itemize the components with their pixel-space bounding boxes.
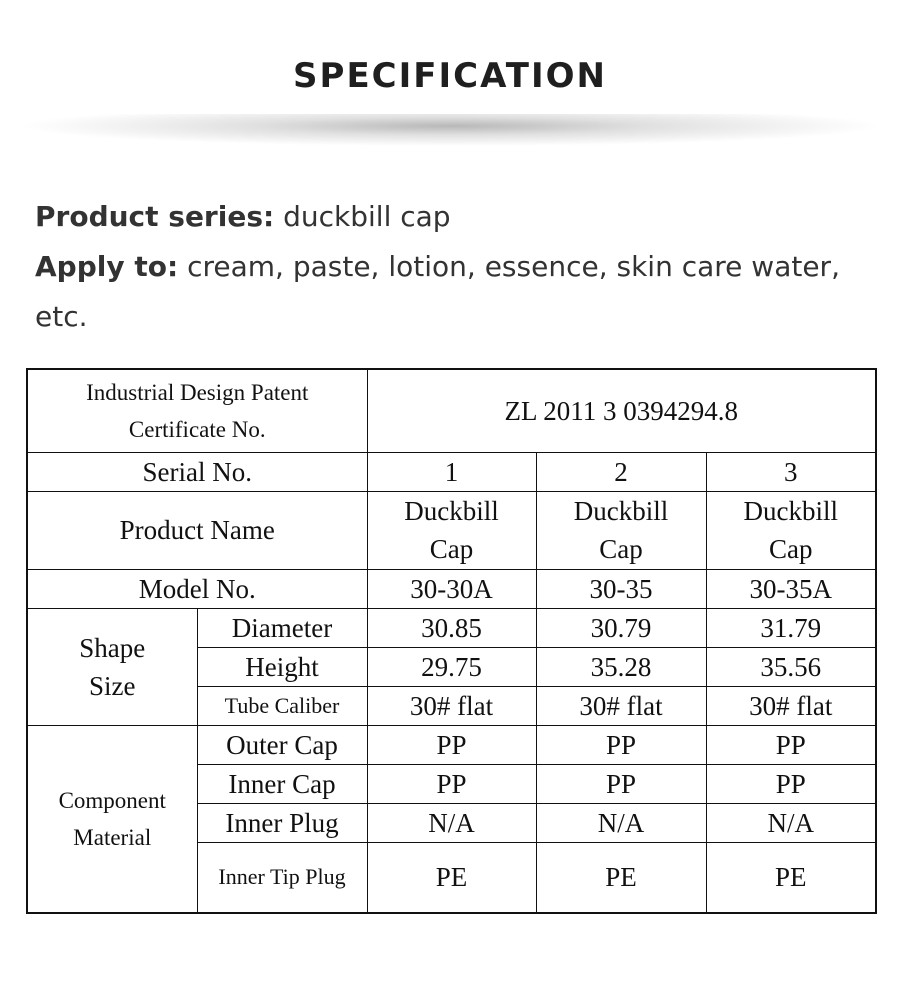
outer-cap-label-cell: Outer Cap	[197, 725, 367, 764]
product-name-label-cell: Product Name	[27, 491, 367, 569]
serial-cell: 1	[367, 452, 536, 491]
patent-label-cell: Industrial Design Patent Certificate No.	[27, 369, 367, 452]
product-intro	[35, 192, 880, 342]
component-material-label-cell: Component Material	[27, 725, 197, 913]
patent-value-cell: ZL 2011 3 0394294.8	[367, 369, 876, 452]
inner-cap-cell: PP	[367, 764, 536, 803]
diameter-cell: 30.79	[536, 608, 706, 647]
tube-caliber-label-cell: Tube Caliber	[197, 686, 367, 725]
apply-to-label: Apply to:	[35, 250, 179, 283]
inner-tip-plug-cell: PE	[536, 842, 706, 913]
product-name-cell: Duckbill Cap	[536, 491, 706, 569]
model-cell: 30-30A	[367, 569, 536, 608]
inner-plug-cell: N/A	[706, 803, 876, 842]
diameter-label-cell: Diameter	[197, 608, 367, 647]
height-cell: 29.75	[367, 647, 536, 686]
inner-tip-plug-cell: PE	[367, 842, 536, 913]
page-title: SPECIFICATION	[293, 56, 607, 96]
specification-table	[26, 368, 877, 914]
inner-plug-cell: N/A	[367, 803, 536, 842]
serial-cell: 2	[536, 452, 706, 491]
table-row-diameter	[27, 608, 876, 647]
apply-to-line	[35, 242, 880, 342]
inner-plug-cell: N/A	[536, 803, 706, 842]
title-shadow-divider	[20, 114, 880, 154]
product-name-cell: Duckbill Cap	[706, 491, 876, 569]
tube-caliber-cell: 30# flat	[367, 686, 536, 725]
outer-cap-cell: PP	[536, 725, 706, 764]
tube-caliber-cell: 30# flat	[536, 686, 706, 725]
apply-to-value: cream, paste, lotion, essence, skin care water, etc.	[35, 250, 840, 333]
tube-caliber-cell: 30# flat	[706, 686, 876, 725]
inner-cap-label-cell: Inner Cap	[197, 764, 367, 803]
table-row-product-name	[27, 491, 876, 569]
diameter-cell: 31.79	[706, 608, 876, 647]
height-label-cell: Height	[197, 647, 367, 686]
outer-cap-cell: PP	[367, 725, 536, 764]
outer-cap-cell: PP	[706, 725, 876, 764]
model-cell: 30-35	[536, 569, 706, 608]
product-series-value: duckbill cap	[274, 200, 451, 233]
table-row-outer-cap	[27, 725, 876, 764]
height-cell: 35.56	[706, 647, 876, 686]
product-series-label: Product series:	[35, 200, 275, 233]
serial-label-cell: Serial No.	[27, 452, 367, 491]
inner-plug-label-cell: Inner Plug	[197, 803, 367, 842]
product-series-line	[35, 192, 880, 242]
inner-cap-cell: PP	[536, 764, 706, 803]
diameter-cell: 30.85	[367, 608, 536, 647]
product-name-cell: Duckbill Cap	[367, 491, 536, 569]
serial-cell: 3	[706, 452, 876, 491]
model-cell: 30-35A	[706, 569, 876, 608]
table-row-serial	[27, 452, 876, 491]
model-label-cell: Model No.	[27, 569, 367, 608]
table-row-patent	[27, 369, 876, 452]
inner-cap-cell: PP	[706, 764, 876, 803]
inner-tip-plug-cell: PE	[706, 842, 876, 913]
shape-size-label-cell: Shape Size	[27, 608, 197, 725]
table-row-model	[27, 569, 876, 608]
height-cell: 35.28	[536, 647, 706, 686]
inner-tip-plug-label-cell: Inner Tip Plug	[197, 842, 367, 913]
